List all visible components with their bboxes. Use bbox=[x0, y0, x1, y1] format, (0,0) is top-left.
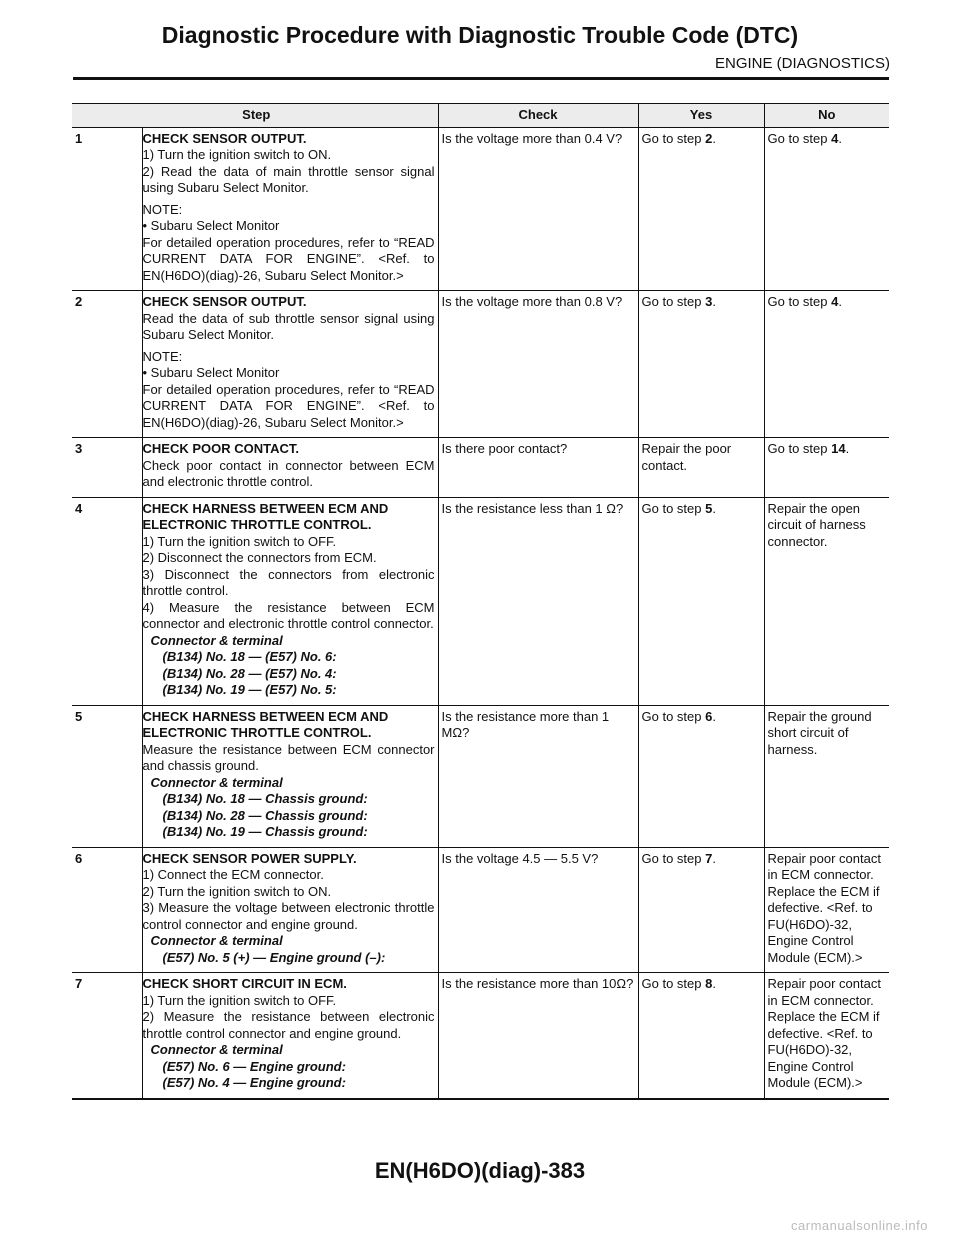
no-action-end: . bbox=[838, 130, 842, 146]
yes-action-text: Go to step bbox=[641, 708, 706, 724]
step-number: 4 bbox=[75, 500, 83, 516]
yes-action-text: Go to step bbox=[641, 294, 706, 309]
yes-step-ref: 2 bbox=[705, 130, 713, 146]
table-row bbox=[72, 973, 889, 1099]
check-question: Is the resistance less than 1 Ω? bbox=[438, 497, 638, 705]
check-question: Is there poor contact? bbox=[438, 438, 638, 498]
yes-action-cell bbox=[638, 497, 764, 705]
watermark: carmanualsonline.info bbox=[791, 1218, 928, 1233]
table-row bbox=[72, 497, 889, 705]
procedure-line: 3) Disconnect the connectors from electronic throttle control. bbox=[142, 566, 435, 598]
step-number-cell bbox=[72, 847, 142, 973]
yes-action-end: . bbox=[712, 500, 716, 516]
no-action-cell bbox=[764, 973, 889, 1099]
no-action-text: Repair the open circuit of harness connector. bbox=[767, 500, 866, 549]
section-subtitle: ENGINE (DIAGNOSTICS) bbox=[714, 55, 890, 72]
connector-terminal-spec: (E57) No. 6 — Engine ground: bbox=[162, 1058, 346, 1074]
check-question: Is the voltage more than 0.4 V? bbox=[438, 127, 638, 291]
connector-terminal-spec: (B134) No. 18 — (E57) No. 6: bbox=[162, 649, 337, 664]
connector-terminal-spec: (B134) No. 28 — (E57) No. 4: bbox=[162, 665, 337, 681]
step-number-cell bbox=[72, 291, 142, 438]
connector-terminal-label: Connector & terminal bbox=[150, 933, 283, 948]
procedure-line: 4) Measure the resistance between ECM connector and electronic throttle control connector. bbox=[142, 599, 435, 631]
step-number: 7 bbox=[75, 976, 83, 991]
no-action-cell bbox=[764, 127, 889, 291]
header-rule bbox=[73, 77, 889, 80]
step-title: CHECK SENSOR OUTPUT. bbox=[142, 130, 307, 146]
step-procedure-cell bbox=[142, 847, 438, 973]
yes-step-ref: 3 bbox=[705, 294, 713, 309]
connector-terminal-spec: (B134) No. 19 — Chassis ground: bbox=[162, 824, 368, 839]
procedure-line: 2) Measure the resistance between electronic throttle control connector and engine ground. bbox=[142, 1009, 435, 1041]
yes-action-end: . bbox=[712, 294, 716, 309]
table-body bbox=[72, 127, 889, 1099]
connector-terminal-spec: (B134) No. 19 — (E57) No. 5: bbox=[162, 682, 337, 697]
yes-action-end: . bbox=[712, 708, 716, 724]
check-question: Is the resistance more than 1 MΩ? bbox=[438, 705, 638, 847]
procedure-line: 2) Read the data of main throttle sensor signal using Subaru Select Monitor. bbox=[142, 163, 435, 195]
yes-action-text: Go to step bbox=[641, 130, 706, 146]
yes-action-text: Go to step bbox=[641, 850, 706, 866]
connector-terminal-spec: (B134) No. 18 — Chassis ground: bbox=[162, 791, 368, 806]
step-procedure-cell bbox=[142, 497, 438, 705]
table-row bbox=[72, 291, 889, 438]
page-number: EN(H6DO)(diag)-383 bbox=[374, 1158, 586, 1183]
step-number-cell bbox=[72, 438, 142, 498]
column-header-no: No bbox=[764, 104, 889, 128]
yes-action-cell bbox=[638, 973, 764, 1099]
no-action-cell bbox=[764, 438, 889, 498]
no-action-text: Go to step bbox=[767, 130, 832, 146]
no-action-cell bbox=[764, 847, 889, 973]
no-step-ref: 14 bbox=[831, 441, 846, 456]
yes-step-ref: 8 bbox=[705, 976, 713, 991]
no-action-text: Repair poor contact in ECM connector. Replace the ECM if defective. <Ref. to FU(H6DO)-32, Engine Control Module (ECM).> bbox=[767, 850, 881, 965]
yes-action-text: Go to step bbox=[641, 976, 706, 991]
connector-terminal-spec: (E57) No. 4 — Engine ground: bbox=[162, 1075, 346, 1090]
yes-action-end: . bbox=[712, 976, 716, 991]
procedure-line: 1) Turn the ignition switch to OFF. bbox=[142, 533, 337, 549]
no-action-text: Go to step bbox=[767, 294, 832, 309]
no-action-cell bbox=[764, 705, 889, 847]
table-row bbox=[72, 438, 889, 498]
column-header-check: Check bbox=[438, 104, 638, 128]
yes-step-ref: 6 bbox=[705, 708, 713, 724]
table-header-row bbox=[72, 104, 889, 128]
step-procedure-cell bbox=[142, 291, 438, 438]
step-title: CHECK HARNESS BETWEEN ECM AND ELECTRONIC THROTTLE CONTROL. bbox=[142, 708, 389, 740]
note-line: • Subaru Select Monitor bbox=[142, 218, 280, 233]
procedure-line: 2) Turn the ignition switch to ON. bbox=[142, 883, 332, 899]
step-number-cell bbox=[72, 705, 142, 847]
no-step-ref: 4 bbox=[831, 130, 839, 146]
procedure-line: 3) Measure the voltage between electronic throttle control connector and engine ground. bbox=[142, 900, 435, 932]
check-question: Is the voltage more than 0.8 V? bbox=[438, 291, 638, 438]
step-procedure-cell bbox=[142, 127, 438, 291]
yes-action-cell bbox=[638, 291, 764, 438]
page-title: Diagnostic Procedure with Diagnostic Trouble Code (DTC) bbox=[161, 22, 799, 48]
check-question: Is the voltage 4.5 — 5.5 V? bbox=[438, 847, 638, 973]
yes-action-end: . bbox=[712, 130, 716, 146]
diagnostic-table bbox=[72, 103, 889, 1100]
step-number-cell bbox=[72, 127, 142, 291]
step-number: 1 bbox=[75, 130, 83, 146]
yes-action-end: . bbox=[712, 850, 716, 866]
connector-terminal-spec: (B134) No. 28 — Chassis ground: bbox=[162, 807, 368, 823]
procedure-line: 1) Turn the ignition switch to OFF. bbox=[142, 992, 337, 1008]
note-line: For detailed operation procedures, refer to “READ CURRENT DATA FOR ENGINE”. <Ref. to EN(H6DO)(diag)-26, Subaru Select Monitor.> bbox=[142, 381, 435, 430]
no-action-text: Repair poor contact in ECM connector. Replace the ECM if defective. <Ref. to FU(H6DO)-32, Engine Control Module (ECM).> bbox=[767, 976, 881, 1090]
step-title: CHECK SHORT CIRCUIT IN ECM. bbox=[142, 976, 347, 991]
note-line: For detailed operation procedures, refer to “READ CURRENT DATA FOR ENGINE”. <Ref. to EN(H6DO)(diag)-26, Subaru Select Monitor.> bbox=[142, 234, 435, 283]
step-title: CHECK POOR CONTACT. bbox=[142, 441, 299, 456]
connector-terminal-label: Connector & terminal bbox=[150, 632, 283, 648]
no-action-cell bbox=[764, 291, 889, 438]
step-title: CHECK SENSOR POWER SUPPLY. bbox=[142, 850, 357, 866]
connector-terminal-label: Connector & terminal bbox=[150, 1042, 283, 1057]
step-number: 6 bbox=[75, 850, 83, 866]
no-action-text: Repair the ground short circuit of harness. bbox=[767, 708, 872, 757]
step-procedure-cell bbox=[142, 973, 438, 1099]
step-number: 3 bbox=[75, 441, 83, 456]
column-header-yes: Yes bbox=[638, 104, 764, 128]
no-action-text: Go to step bbox=[767, 441, 832, 456]
yes-action-cell bbox=[638, 438, 764, 498]
step-number-cell bbox=[72, 497, 142, 705]
note-label: NOTE: bbox=[142, 348, 183, 364]
yes-action-text: Repair the poor contact. bbox=[641, 441, 732, 473]
yes-action-cell bbox=[638, 705, 764, 847]
yes-step-ref: 5 bbox=[705, 500, 713, 516]
procedure-line: Read the data of sub throttle sensor signal using Subaru Select Monitor. bbox=[142, 310, 435, 342]
step-number: 5 bbox=[75, 708, 83, 724]
yes-step-ref: 7 bbox=[705, 850, 713, 866]
note-label: NOTE: bbox=[142, 201, 183, 217]
step-procedure-cell bbox=[142, 705, 438, 847]
no-action-end: . bbox=[838, 294, 842, 309]
table-row bbox=[72, 847, 889, 973]
no-step-ref: 4 bbox=[831, 294, 839, 309]
step-number: 2 bbox=[75, 294, 83, 309]
connector-terminal-spec: (E57) No. 5 (+) — Engine ground (–): bbox=[162, 949, 386, 965]
step-procedure-cell bbox=[142, 438, 438, 498]
check-question: Is the resistance more than 10Ω? bbox=[438, 973, 638, 1099]
yes-action-cell bbox=[638, 847, 764, 973]
procedure-line: 1) Connect the ECM connector. bbox=[142, 867, 324, 882]
table-row bbox=[72, 127, 889, 291]
yes-action-text: Go to step bbox=[641, 500, 706, 516]
connector-terminal-label: Connector & terminal bbox=[150, 774, 283, 790]
note-line: • Subaru Select Monitor bbox=[142, 365, 280, 380]
column-header-step: Step bbox=[72, 104, 438, 128]
yes-action-cell bbox=[638, 127, 764, 291]
table-row bbox=[72, 705, 889, 847]
procedure-line: 2) Disconnect the connectors from ECM. bbox=[142, 550, 377, 565]
procedure-line: Check poor contact in connector between ECM and electronic throttle control. bbox=[142, 457, 435, 489]
step-title: CHECK SENSOR OUTPUT. bbox=[142, 294, 307, 309]
procedure-line: Measure the resistance between ECM connector and chassis ground. bbox=[142, 741, 435, 773]
no-action-end: . bbox=[845, 441, 850, 456]
step-number-cell bbox=[72, 973, 142, 1099]
procedure-line: 1) Turn the ignition switch to ON. bbox=[142, 147, 332, 162]
no-action-cell bbox=[764, 497, 889, 705]
step-title: CHECK HARNESS BETWEEN ECM AND ELECTRONIC THROTTLE CONTROL. bbox=[142, 500, 389, 532]
